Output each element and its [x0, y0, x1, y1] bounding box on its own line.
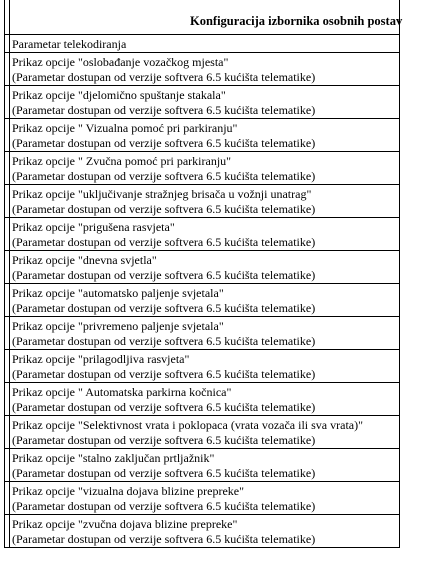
table-inner-border [9, 0, 10, 548]
table-row [12, 286, 399, 316]
row-option-note: (Parametar dostupan od verzije softvera 6.5 kućišta telematike) [12, 301, 316, 315]
row-option-note: (Parametar dostupan od verzije softvera 6.5 kućišta telematike) [12, 499, 316, 513]
table-row [12, 220, 399, 250]
row-border [4, 184, 400, 185]
row-option-note: (Parametar dostupan od verzije softvera 6.5 kućišta telematike) [12, 169, 316, 183]
row-option-note: (Parametar dostupan od verzije softvera 6.5 kućišta telematike) [12, 334, 316, 348]
row-option-note: (Parametar dostupan od verzije softvera 6.5 kućišta telematike) [12, 532, 316, 546]
table-row [12, 88, 399, 118]
table-right-border [399, 0, 400, 548]
row-border [4, 85, 400, 86]
row-option-note: (Parametar dostupan od verzije softvera 6.5 kućišta telematike) [12, 268, 316, 282]
table-row [12, 451, 399, 481]
row-border [4, 283, 400, 284]
table-row [12, 517, 399, 547]
row-option-label: Prikaz opcije "oslobađanje vozačkog mjesta" [12, 55, 229, 69]
row-option-note: (Parametar dostupan od verzije softvera 6.5 kućišta telematike) [12, 70, 316, 84]
table-row [12, 319, 399, 349]
table-row [12, 352, 399, 382]
table-row [12, 154, 399, 184]
row-border [4, 250, 400, 251]
table-row [12, 484, 399, 514]
row-option-note: (Parametar dostupan od verzije softvera 6.5 kućišta telematike) [12, 433, 316, 447]
row-option-label: Prikaz opcije "uključivanje stražnjeg brisača u vožnji unatrag" [12, 187, 312, 201]
header-top-border [4, 34, 400, 35]
row-option-label: Prikaz opcije "djelomično spuštanje stakala" [12, 88, 226, 102]
row-option-note: (Parametar dostupan od verzije softvera 6.5 kućišta telematike) [12, 400, 316, 414]
row-option-label: Prikaz opcije " Vizualna pomoć pri parkiranju" [12, 121, 238, 135]
row-option-label: Prikaz opcije "automatsko paljenje svjetala" [12, 286, 224, 300]
header-cell: Parametar telekodiranja [12, 37, 127, 51]
row-option-label: Prikaz opcije "privremeno paljenje svjetala" [12, 319, 224, 333]
row-border [4, 448, 400, 449]
row-border [4, 349, 400, 350]
row-option-note: (Parametar dostupan od verzije softvera 6.5 kućišta telematike) [12, 466, 316, 480]
row-option-label: Prikaz opcije "Selektivnost vrata i poklopaca (vrata vozača ili sva vrata)" [12, 418, 363, 432]
table-row [12, 187, 399, 217]
table-row [12, 55, 399, 85]
row-option-label: Prikaz opcije "prigušena rasvjeta" [12, 220, 175, 234]
row-option-label: Prikaz opcije " Zvučna pomoć pri parkiranju" [12, 154, 232, 168]
row-option-note: (Parametar dostupan od verzije softvera 6.5 kućišta telematike) [12, 136, 316, 150]
header-bottom-border [4, 52, 400, 53]
row-option-note: (Parametar dostupan od verzije softvera 6.5 kućišta telematike) [12, 367, 316, 381]
row-border [4, 217, 400, 218]
table-row [12, 121, 399, 151]
row-border [4, 382, 400, 383]
table-row [12, 385, 399, 415]
table-row [12, 253, 399, 283]
row-option-label: Prikaz opcije "zvučna dojava blizine prepreke" [12, 517, 238, 531]
row-border [4, 415, 400, 416]
row-option-label: Prikaz opcije "vizualna dojava blizine prepreke" [12, 484, 245, 498]
row-border [4, 151, 400, 152]
table-row [12, 418, 399, 448]
row-border [4, 514, 400, 515]
row-option-note: (Parametar dostupan od verzije softvera 6.5 kućišta telematike) [12, 103, 316, 117]
row-border [4, 316, 400, 317]
row-option-label: Prikaz opcije "dnevna svjetla" [12, 253, 157, 267]
row-option-label: Prikaz opcije "prilagodljiva rasvjeta" [12, 352, 190, 366]
row-option-note: (Parametar dostupan od verzije softvera 6.5 kućišta telematike) [12, 235, 316, 249]
row-option-note: (Parametar dostupan od verzije softvera 6.5 kućišta telematike) [12, 202, 316, 216]
row-border [4, 481, 400, 482]
row-border [4, 547, 400, 548]
row-option-label: Prikaz opcije " Automatska parkirna kočnica" [12, 385, 232, 399]
table-left-border [4, 0, 5, 548]
table-title: Konfiguracija izbornika osobnih postav [190, 14, 403, 28]
row-border [4, 118, 400, 119]
row-option-label: Prikaz opcije "stalno zaključan prtljažnik" [12, 451, 215, 465]
